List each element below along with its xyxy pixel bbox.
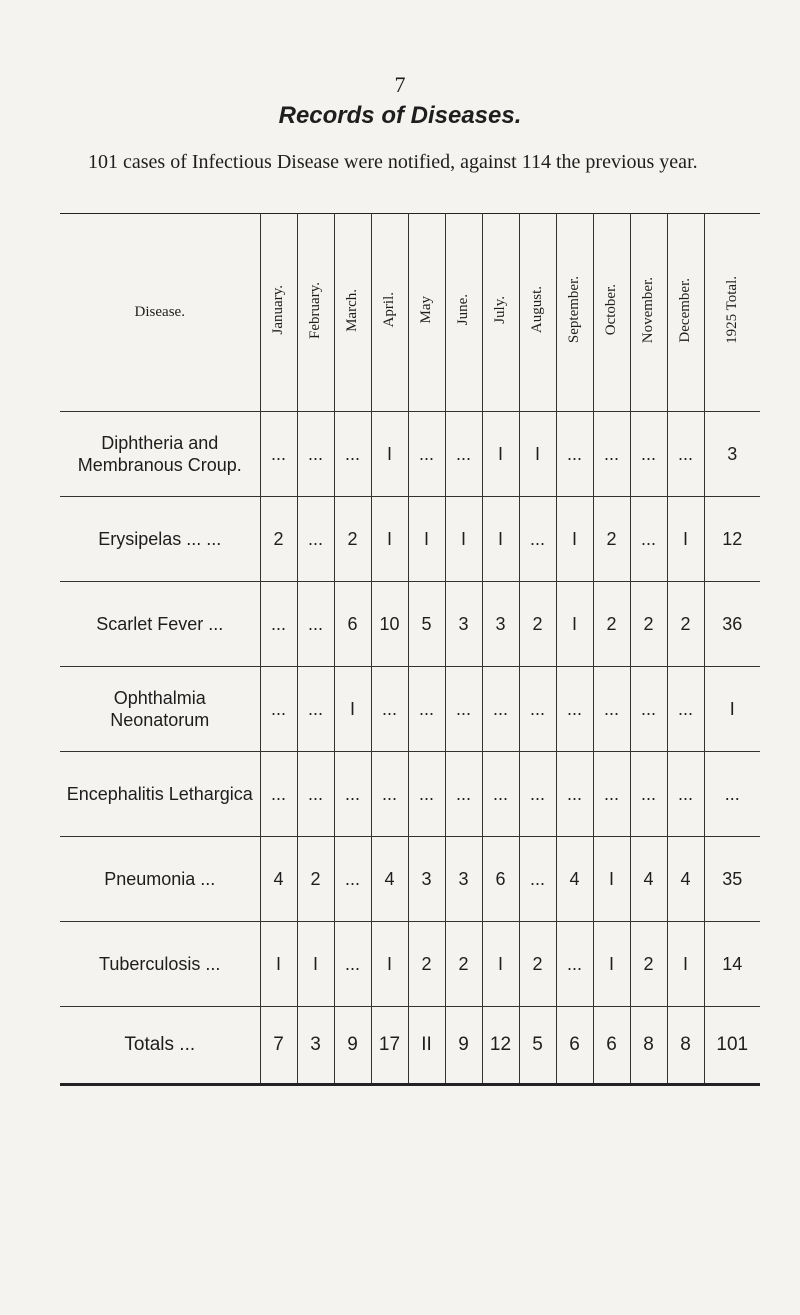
- month-cell: 5: [408, 582, 445, 667]
- grand-total-cell: 101: [704, 1007, 760, 1085]
- month-header-label: May: [418, 296, 434, 324]
- total-cell: 14: [704, 922, 760, 1007]
- month-cell: ...: [667, 412, 704, 497]
- month-cell: ...: [482, 667, 519, 752]
- month-cell: 9: [445, 1007, 482, 1085]
- month-cell: ...: [556, 752, 593, 837]
- month-cell: ...: [667, 667, 704, 752]
- disease-table: [60, 213, 760, 1086]
- total-header-label: 1925 Total.: [723, 276, 740, 344]
- month-cell: I: [260, 922, 297, 1007]
- month-column-header: [408, 214, 445, 412]
- month-cell: 4: [556, 837, 593, 922]
- month-header-label: December.: [677, 277, 693, 343]
- month-header-label: January.: [270, 285, 286, 335]
- month-cell: 4: [667, 837, 704, 922]
- total-cell: I: [704, 667, 760, 752]
- month-cell: ...: [260, 412, 297, 497]
- month-cell: I: [667, 497, 704, 582]
- month-cell: I: [482, 922, 519, 1007]
- month-cell: I: [593, 922, 630, 1007]
- month-cell: 8: [630, 1007, 667, 1085]
- disease-table-container: [60, 213, 760, 1086]
- totals-label: Totals ...: [60, 1007, 260, 1085]
- month-cell: 2: [519, 582, 556, 667]
- month-cell: ...: [297, 667, 334, 752]
- month-cell: I: [445, 497, 482, 582]
- total-cell: 12: [704, 497, 760, 582]
- month-column-header: [482, 214, 519, 412]
- month-column-header: [593, 214, 630, 412]
- disease-name: Scarlet Fever ...: [60, 582, 260, 667]
- month-cell: ...: [334, 752, 371, 837]
- month-column-header: [556, 214, 593, 412]
- month-column-header: [260, 214, 297, 412]
- month-cell: ...: [519, 497, 556, 582]
- page-number: 7: [394, 72, 406, 97]
- month-cell: 2: [297, 837, 334, 922]
- month-cell: ...: [334, 412, 371, 497]
- month-header-label: March.: [344, 288, 360, 332]
- table-header-row: [60, 214, 760, 412]
- month-cell: 6: [334, 582, 371, 667]
- month-cell: I: [482, 412, 519, 497]
- disease-name: Erysipelas ... ...: [60, 497, 260, 582]
- intro-paragraph: 101 cases of Infectious Disease were notified, against 114 the previous year.: [88, 151, 698, 173]
- month-cell: ...: [408, 752, 445, 837]
- month-cell: 2: [667, 582, 704, 667]
- total-column-header: [704, 214, 760, 412]
- disease-name: Encephalitis Lethargica: [60, 752, 260, 837]
- month-cell: ...: [630, 667, 667, 752]
- month-cell: 6: [593, 1007, 630, 1085]
- table-row: [60, 497, 760, 582]
- month-cell: ...: [260, 752, 297, 837]
- month-cell: ...: [297, 752, 334, 837]
- month-header-label: June.: [455, 294, 471, 326]
- month-cell: ...: [556, 412, 593, 497]
- disease-name: Ophthalmia Neonatorum: [60, 667, 260, 752]
- month-cell: ...: [630, 412, 667, 497]
- month-cell: 17: [371, 1007, 408, 1085]
- month-cell: I: [556, 497, 593, 582]
- month-cell: 3: [297, 1007, 334, 1085]
- month-cell: 3: [408, 837, 445, 922]
- month-header-label: February.: [307, 281, 323, 339]
- month-cell: 5: [519, 1007, 556, 1085]
- month-column-header: [445, 214, 482, 412]
- table-body: [60, 412, 760, 1085]
- month-cell: 2: [593, 582, 630, 667]
- month-header-label: April.: [381, 292, 397, 328]
- month-cell: ...: [408, 412, 445, 497]
- month-cell: ...: [519, 752, 556, 837]
- table-row: [60, 837, 760, 922]
- month-cell: 10: [371, 582, 408, 667]
- month-cell: ...: [445, 412, 482, 497]
- month-cell: 2: [630, 582, 667, 667]
- month-cell: 3: [482, 582, 519, 667]
- month-cell: 12: [482, 1007, 519, 1085]
- month-cell: ...: [371, 667, 408, 752]
- month-cell: 3: [445, 837, 482, 922]
- month-column-header: [630, 214, 667, 412]
- month-cell: ...: [445, 752, 482, 837]
- month-cell: I: [408, 497, 445, 582]
- month-cell: 8: [667, 1007, 704, 1085]
- month-cell: 4: [371, 837, 408, 922]
- month-cell: I: [371, 497, 408, 582]
- month-cell: I: [334, 667, 371, 752]
- totals-row: [60, 1007, 760, 1085]
- month-cell: 2: [593, 497, 630, 582]
- month-cell: I: [371, 922, 408, 1007]
- table-row: [60, 922, 760, 1007]
- month-cell: ...: [371, 752, 408, 837]
- month-cell: ...: [556, 667, 593, 752]
- table-row: [60, 412, 760, 497]
- month-cell: ...: [519, 667, 556, 752]
- month-cell: 6: [556, 1007, 593, 1085]
- month-cell: 9: [334, 1007, 371, 1085]
- month-cell: 7: [260, 1007, 297, 1085]
- month-cell: 4: [630, 837, 667, 922]
- month-cell: I: [593, 837, 630, 922]
- disease-column-header: [60, 214, 260, 412]
- month-column-header: [371, 214, 408, 412]
- table-row: [60, 752, 760, 837]
- month-cell: 4: [260, 837, 297, 922]
- month-column-header: [334, 214, 371, 412]
- month-header-label: November.: [640, 276, 656, 344]
- table-row: [60, 667, 760, 752]
- table-row: [60, 582, 760, 667]
- month-cell: ...: [297, 412, 334, 497]
- month-cell: I: [667, 922, 704, 1007]
- month-cell: ...: [297, 497, 334, 582]
- month-column-header: [297, 214, 334, 412]
- month-cell: ...: [260, 582, 297, 667]
- month-cell: ...: [630, 497, 667, 582]
- month-cell: I: [297, 922, 334, 1007]
- disease-name: Tuberculosis ...: [60, 922, 260, 1007]
- month-cell: ...: [519, 837, 556, 922]
- month-cell: ...: [445, 667, 482, 752]
- month-cell: 2: [260, 497, 297, 582]
- month-cell: ...: [408, 667, 445, 752]
- month-cell: 2: [334, 497, 371, 582]
- month-column-header: [519, 214, 556, 412]
- month-cell: 6: [482, 837, 519, 922]
- month-cell: I: [482, 497, 519, 582]
- total-cell: 3: [704, 412, 760, 497]
- month-cell: 2: [445, 922, 482, 1007]
- month-cell: ...: [667, 752, 704, 837]
- month-cell: ...: [482, 752, 519, 837]
- month-header-label: October.: [603, 284, 619, 336]
- page-title: Records of Diseases.: [278, 102, 522, 129]
- month-column-header: [667, 214, 704, 412]
- month-cell: 2: [408, 922, 445, 1007]
- month-cell: 3: [445, 582, 482, 667]
- disease-name: Pneumonia ...: [60, 837, 260, 922]
- total-cell: 35: [704, 837, 760, 922]
- month-cell: 2: [519, 922, 556, 1007]
- month-cell: II: [408, 1007, 445, 1085]
- total-cell: ...: [704, 752, 760, 837]
- month-cell: ...: [630, 752, 667, 837]
- month-cell: ...: [260, 667, 297, 752]
- month-cell: I: [371, 412, 408, 497]
- month-cell: ...: [334, 837, 371, 922]
- month-cell: ...: [593, 412, 630, 497]
- month-header-label: July.: [492, 296, 508, 324]
- month-header-label: August.: [529, 286, 545, 334]
- month-cell: ...: [297, 582, 334, 667]
- month-cell: 2: [630, 922, 667, 1007]
- month-cell: I: [519, 412, 556, 497]
- month-cell: ...: [593, 667, 630, 752]
- disease-header-label: Disease.: [134, 304, 185, 320]
- month-header-label: September.: [566, 276, 582, 344]
- total-cell: 36: [704, 582, 760, 667]
- month-cell: ...: [593, 752, 630, 837]
- month-cell: ...: [556, 922, 593, 1007]
- month-cell: ...: [334, 922, 371, 1007]
- disease-name: Diphtheria and Membranous Croup.: [60, 412, 260, 497]
- month-cell: I: [556, 582, 593, 667]
